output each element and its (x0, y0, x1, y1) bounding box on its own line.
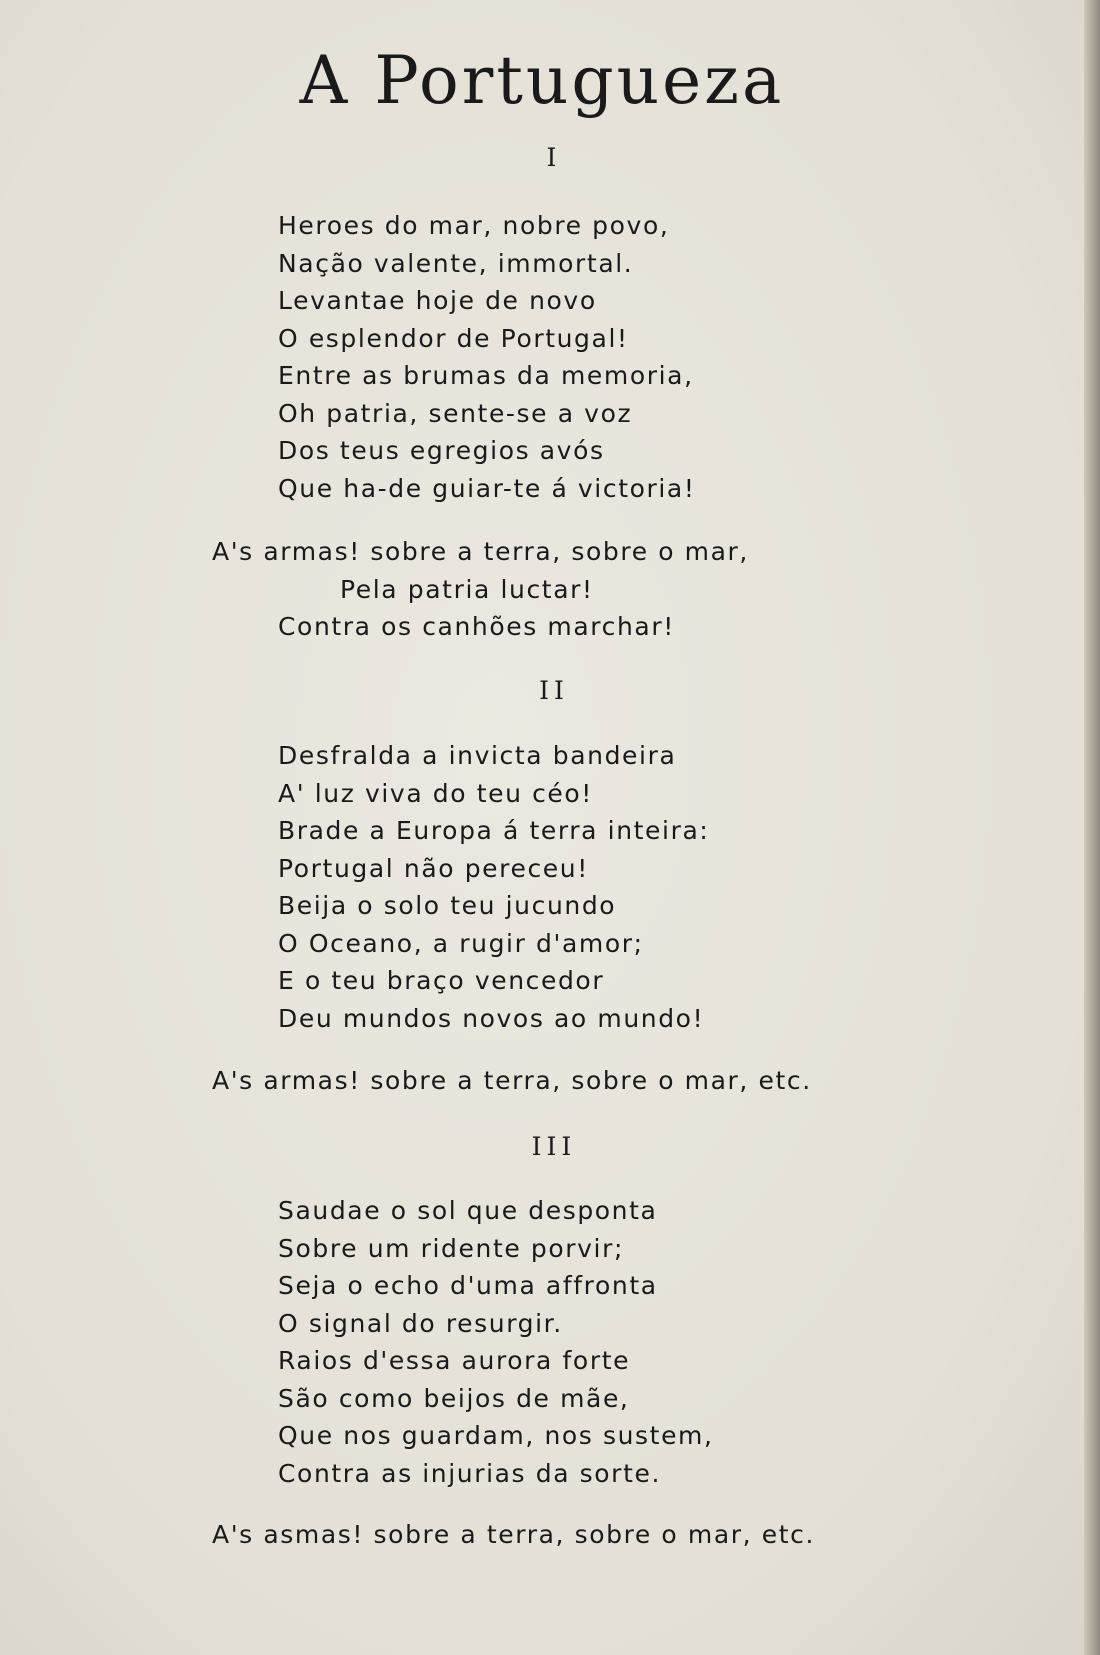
page-title: A Portugueza (299, 42, 785, 119)
verse-line: O esplendor de Portugal! (278, 323, 629, 353)
verse-line: Que nos guardam, nos sustem, (278, 1421, 714, 1450)
verse-line: Deu mundos novos ao mundo! (278, 1003, 705, 1033)
stanza-1 (278, 207, 695, 507)
verse-line: O signal do resurgir. (278, 1308, 563, 1338)
verse-line: Nação valente, immortal. (278, 248, 634, 278)
chorus-line: Contra os canhões marchar! (278, 612, 675, 641)
verse-line: Saudae o sol que desponta (278, 1196, 658, 1225)
verse-line: Seja o echo d'uma affronta (278, 1271, 658, 1300)
verse-line: Entre as brumas da memoria, (278, 361, 694, 390)
verse-line: Portugal não pereceu! (278, 853, 589, 883)
verse-line: Dos teus egregios avós (278, 436, 605, 465)
verse-line: O Oceano, a rugir d'amor; (278, 928, 644, 958)
verse-line: Raios d'essa aurora forte (278, 1346, 631, 1375)
book-spine-edge (1084, 0, 1100, 1655)
verse-line: Heroes do mar, nobre povo, (278, 211, 670, 240)
verse-line: A' luz viva do teu céo! (278, 778, 593, 808)
stanza-2 (278, 737, 709, 1037)
verse-line: São como beijos de mãe, (278, 1383, 630, 1413)
chorus-3: A's asmas! sobre a terra, sobre o mar, etc. (212, 1520, 815, 1549)
verse-line: Levantae hoje de novo (278, 286, 597, 315)
verse-line: Desfralda a invicta bandeira (278, 741, 677, 770)
section-numeral-2: II (539, 676, 569, 705)
chorus-1 (212, 533, 749, 646)
chorus-2: A's armas! sobre a terra, sobre o mar, etc. (212, 1066, 812, 1095)
verse-line: Beija o solo teu jucundo (278, 891, 617, 920)
verse-line: Contra as injurias da sorte. (278, 1458, 661, 1488)
section-numeral-3: III (531, 1132, 577, 1161)
verse-line: Oh patria, sente-se a voz (278, 398, 633, 428)
stanza-3 (278, 1192, 714, 1492)
verse-line: E o teu braço vencedor (278, 966, 605, 995)
chorus-line: Pela patria luctar! (340, 574, 594, 604)
section-numeral-1: I (546, 143, 562, 172)
chorus-line: A's armas! sobre a terra, sobre o mar, (212, 537, 749, 566)
verse-line: Brade a Europa á terra inteira: (278, 816, 710, 845)
verse-line: Que ha-de guiar-te á victoria! (278, 473, 696, 503)
verse-line: Sobre um ridente porvir; (278, 1233, 624, 1263)
